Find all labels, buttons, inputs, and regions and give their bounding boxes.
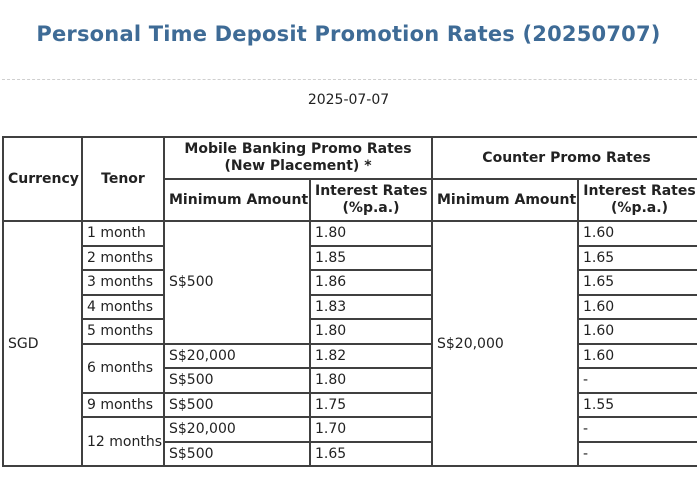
header-tenor: Tenor xyxy=(82,137,164,221)
counter-rate-cell: 1.60 xyxy=(578,221,697,246)
table-row xyxy=(3,270,697,295)
mobile-rate-cell: 1.86 xyxy=(310,270,432,295)
mobile-rate-cell: 1.80 xyxy=(310,368,432,393)
page-title: Personal Time Deposit Promotion Rates (20250707) xyxy=(36,22,661,46)
counter-rate-cell: 1.65 xyxy=(578,246,697,271)
counter-rate-cell: 1.60 xyxy=(578,295,697,320)
mobile-min-amount-cell: S$500 xyxy=(164,442,310,467)
header-interest-line2: (%p.a.) xyxy=(342,200,400,216)
tenor-cell: 6 months xyxy=(82,344,164,393)
mobile-min-amount-cell: S$20,000 xyxy=(164,417,310,442)
tenor-cell: 5 months xyxy=(82,319,164,344)
header-interest-line1: Interest Rates xyxy=(315,183,428,199)
currency-cell: SGD xyxy=(3,221,82,466)
header-mobile-interest xyxy=(310,179,432,221)
mobile-min-amount-cell: S$500 xyxy=(164,393,310,418)
mobile-rate-cell: 1.75 xyxy=(310,393,432,418)
table-row xyxy=(3,417,697,442)
mobile-rate-cell: 1.80 xyxy=(310,319,432,344)
table-row xyxy=(3,319,697,344)
tenor-cell: 1 month xyxy=(82,221,164,246)
mobile-min-amount-cell: S$20,000 xyxy=(164,344,310,369)
header-interest-line2: (%p.a.) xyxy=(611,200,668,216)
mobile-rate-cell: 1.85 xyxy=(310,246,432,271)
mobile-rate-cell: 1.70 xyxy=(310,417,432,442)
tenor-cell: 3 months xyxy=(82,270,164,295)
table-row xyxy=(3,221,697,246)
header-row-group xyxy=(3,137,697,179)
header-mobile-min-amount: Minimum Amount xyxy=(164,179,310,221)
mobile-min-amount-cell: S$500 xyxy=(164,221,310,344)
table-row xyxy=(3,393,697,418)
mobile-rate-cell: 1.80 xyxy=(310,221,432,246)
counter-rate-cell: 1.55 xyxy=(578,393,697,418)
counter-rate-cell: 1.65 xyxy=(578,270,697,295)
divider xyxy=(2,79,697,80)
header-mobile-line1: Mobile Banking Promo Rates xyxy=(184,141,412,157)
page-date: 2025-07-07 xyxy=(307,92,390,108)
tenor-cell: 2 months xyxy=(82,246,164,271)
counter-rate-cell: - xyxy=(578,417,697,442)
rates-table xyxy=(2,136,697,467)
table-row xyxy=(3,295,697,320)
counter-rate-cell: 1.60 xyxy=(578,344,697,369)
header-counter-interest xyxy=(578,179,697,221)
tenor-cell: 9 months xyxy=(82,393,164,418)
header-interest-line1: Interest Rates xyxy=(583,183,696,199)
mobile-min-amount-cell: S$500 xyxy=(164,368,310,393)
header-mobile-group xyxy=(164,137,432,179)
mobile-rate-cell: 1.82 xyxy=(310,344,432,369)
counter-min-amount-cell: S$20,000 xyxy=(432,221,578,466)
mobile-rate-cell: 1.65 xyxy=(310,442,432,467)
header-counter-min-amount: Minimum Amount xyxy=(432,179,578,221)
counter-rate-cell: - xyxy=(578,442,697,467)
table-row xyxy=(3,246,697,271)
header-counter-group: Counter Promo Rates xyxy=(432,137,697,179)
header-mobile-line2: (New Placement) * xyxy=(224,158,372,174)
table-row xyxy=(3,344,697,369)
header-currency: Currency xyxy=(3,137,82,221)
counter-rate-cell: 1.60 xyxy=(578,319,697,344)
counter-rate-cell: - xyxy=(578,368,697,393)
tenor-cell: 12 months xyxy=(82,417,164,466)
mobile-rate-cell: 1.83 xyxy=(310,295,432,320)
tenor-cell: 4 months xyxy=(82,295,164,320)
